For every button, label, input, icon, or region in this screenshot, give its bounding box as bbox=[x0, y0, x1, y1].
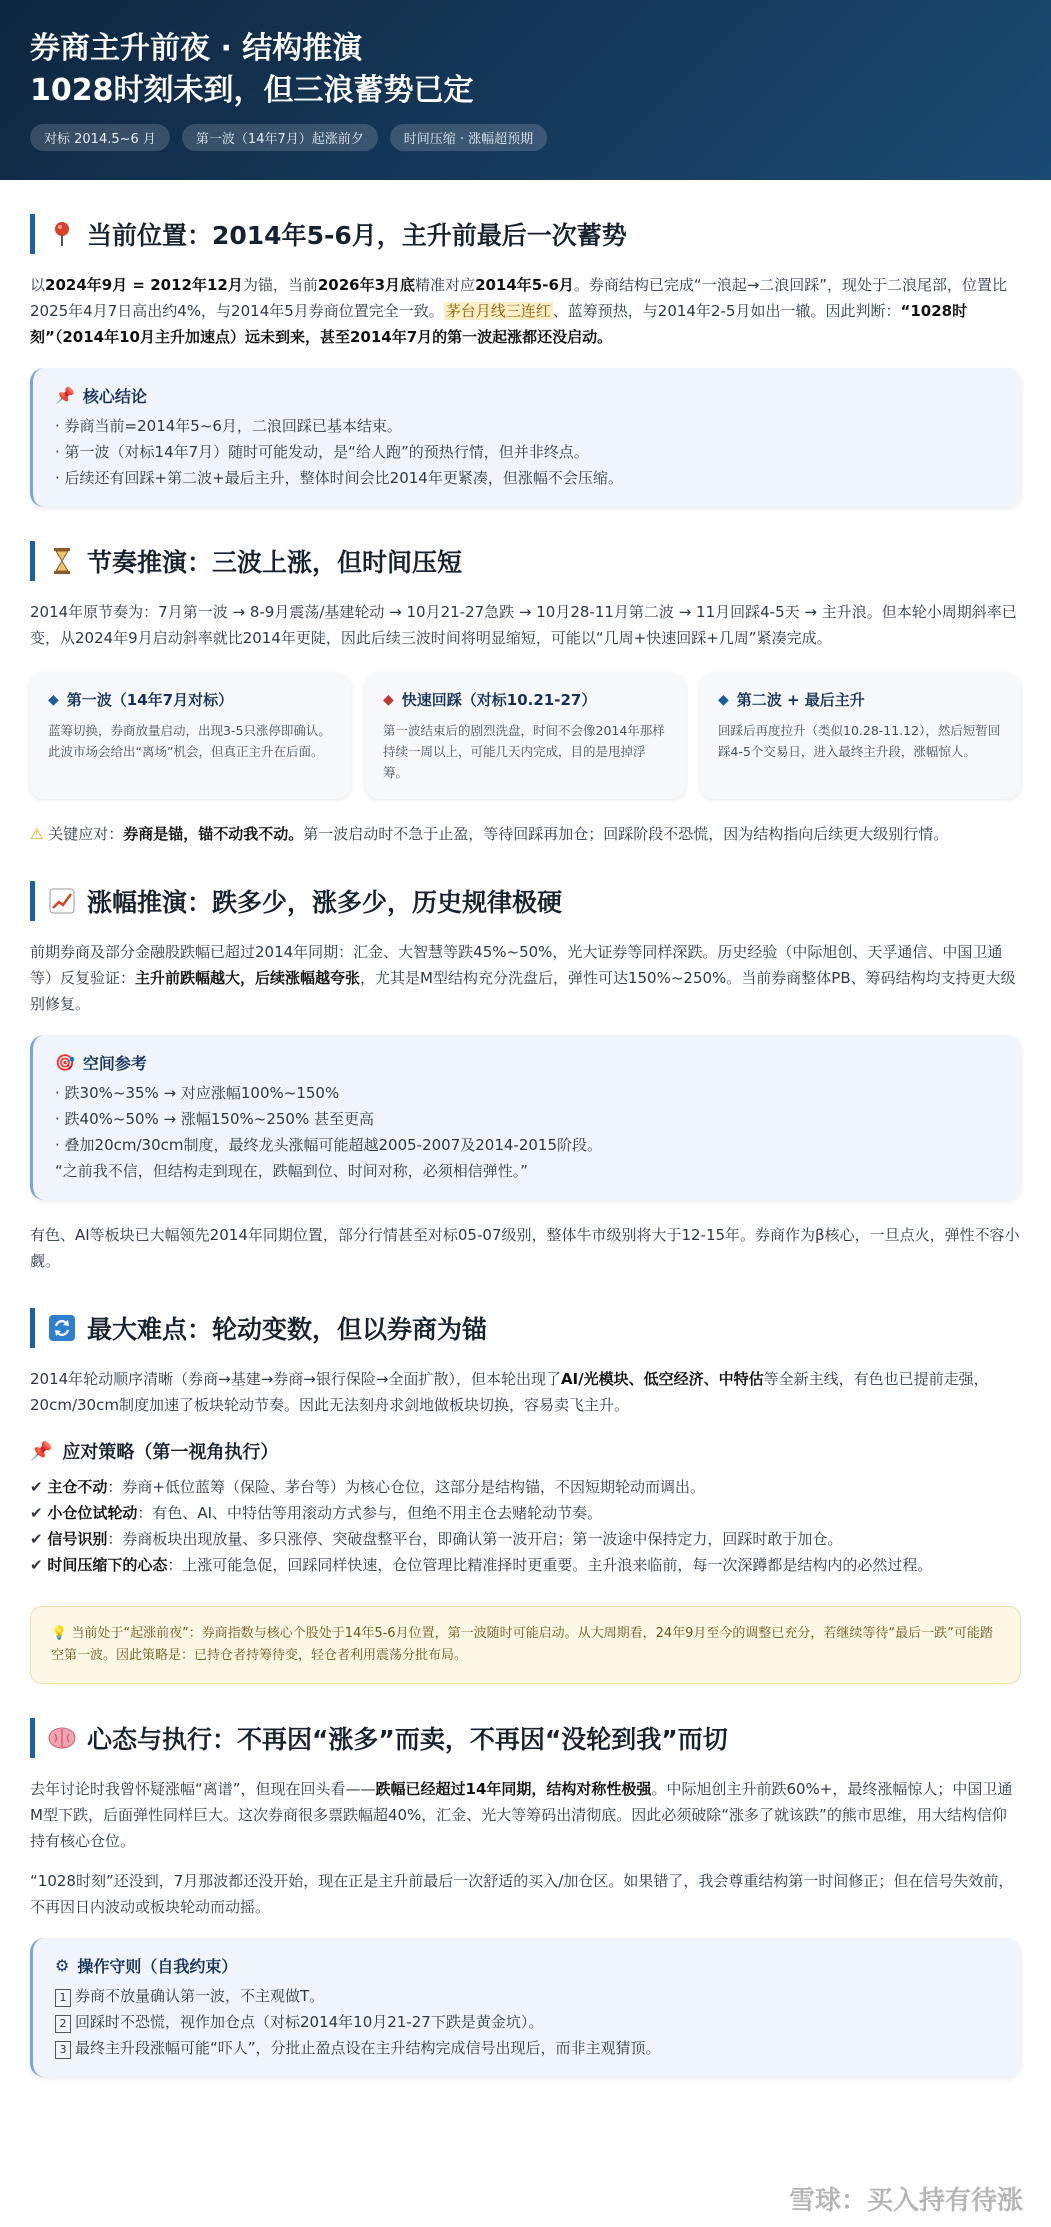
wave-cards bbox=[30, 673, 1021, 799]
operating-rules-box bbox=[30, 1938, 1021, 2077]
number-badge: 3 bbox=[55, 2041, 71, 2059]
number-badge: 2 bbox=[55, 2015, 71, 2033]
core-conclusion-title: 📌 核心结论 bbox=[55, 386, 147, 406]
pushpin-icon: 📌 bbox=[30, 1440, 53, 1462]
reference-line: · 跌30%~35% → 对应涨幅100%~150% bbox=[55, 1084, 340, 1102]
strategy-item: ✔ 主仓不动：券商+低位蓝筹（保险、茅台等）为核心仓位，这部分是结构锚，不因短期轮动而调出。 bbox=[30, 1478, 705, 1496]
section-current-position-text: 以2024年9月 = 2012年12月为锚，当前2026年3月底精准对应2014年5-6月。券商结构已完成“一浪起→二浪回踩”，现处于二浪尾部，位置比2025年4月7日高出约4%，与2014年5月券商位置完全一致。 茅台月线三连红 、蓝筹预热，与2014年2-5月如出一辙。因此判断：“1028时刻”（2014年10月主升加速点）远未到来，甚至2014年7月的第一波起涨都还没启动。 bbox=[30, 276, 1008, 346]
check-icon: ✔ bbox=[30, 1556, 43, 1574]
hourglass-icon bbox=[47, 546, 77, 576]
section-mindset-title: 心态与执行：不再因“涨多”而卖，不再因“没轮到我”而切 bbox=[30, 1718, 1021, 1758]
tag-benchmark: 对标 2014.5~6 月 bbox=[30, 124, 170, 151]
title-line-1: 券商主升前夜 · 结构推演 bbox=[30, 31, 363, 66]
lightbulb-icon: 💡 bbox=[51, 1626, 68, 1641]
warning-icon: ⚠ bbox=[30, 825, 44, 843]
core-conclusion-box bbox=[30, 368, 1021, 507]
strategy-subtitle: 📌 应对策略（第一视角执行） bbox=[30, 1440, 279, 1463]
pushpin-icon: 📌 bbox=[55, 386, 75, 405]
conclusion-line: · 第一波（对标14年7月）随时可能发动，是“给人跑”的预热行情，但并非终点。 bbox=[55, 443, 589, 461]
title-line-2: 1028时刻未到，但三浪蓄势已定 bbox=[30, 73, 474, 108]
refresh-icon bbox=[47, 1313, 77, 1343]
check-icon: ✔ bbox=[30, 1478, 43, 1496]
conclusion-line: · 后续还有回踩+第二波+最后主升，整体时间会比2014年更紧凑，但涨幅不会压缩。 bbox=[55, 469, 623, 487]
highlight-moutai: 茅台月线三连红 bbox=[445, 302, 551, 320]
check-icon: ✔ bbox=[30, 1504, 43, 1522]
article-body bbox=[0, 214, 1051, 2077]
rule-line: 3 最终主升段涨幅可能“吓人”，分批止盈点设在主升结构完成信号出现后，而非主观猜顶。 bbox=[55, 2035, 999, 2061]
space-reference-title: 🎯 空间参考 bbox=[55, 1053, 147, 1073]
header-tags bbox=[30, 124, 1021, 151]
card-first-wave: ◆ 第一波（14年7月对标） 蓝筹切换，券商放量启动，出现3-5只涨停即确认。此波市场会给出“离场”机会，但真正主升在后面。 bbox=[30, 673, 351, 799]
diamond-icon: ◆ bbox=[48, 691, 59, 708]
section-mindset-text-2: “1028时刻”还没到，7月那波都还没开始，现在正是主升前最后一次舒适的买入/加仓区。如果错了，我会尊重结构第一时间修正；但在信号失效前，不再因日内波动或板块轮动而动摇。 bbox=[30, 1872, 1014, 1916]
chart-up-icon bbox=[47, 886, 77, 916]
rule-line: 2 回踩时不恐慌，视作加仓点（对标2014年10月21-27下跌是黄金坑）。 bbox=[55, 2009, 999, 2035]
watermark: 雪球：买入持有待涨 bbox=[788, 2186, 1023, 2216]
page-title bbox=[30, 28, 1021, 112]
brain-icon bbox=[47, 1723, 77, 1753]
section-rotation-title: 最大难点：轮动变数，但以券商为锚 bbox=[30, 1308, 1021, 1348]
card-second-wave: ◆ 第二波 + 最后主升 回踩后再度拉升（类似10.28-11.12），然后短暂回踩4-5个交易日，进入最终主升段，涨幅惊人。 bbox=[700, 673, 1021, 799]
section-rhythm-text: 2014年原节奏为：7月第一波 → 8-9月震荡/基建轮动 → 10月21-27急跌 → 10月28-11月第二波 → 11月回踩4-5天 → 主升浪。但本轮小周期斜率已变，从2024年9月启动斜率就比2014年更陡，因此后续三波时间将明显缩短，可能以“几周+快速回踩+几周”紧凑完成。 bbox=[30, 603, 1017, 647]
strategy-item: ✔ 时间压缩下的心态：上涨可能急促，回踩同样快速，仓位管理比精准择时更重要。主升浪来临前，每一次深蹲都是结构内的必然过程。 bbox=[30, 1556, 933, 1574]
section-rotation-text: 2014年轮动顺序清晰（券商→基建→券商→银行保险→全面扩散），但本轮出现了AI/光模块、低空经济、中特估等全新主线，有色也已提前走强，20cm/30cm制度加速了板块轮动节奏。因此无法刻舟求剑地做板块切换，容易卖飞主升。 bbox=[30, 1370, 989, 1414]
tag-time-compression: 时间压缩 · 涨幅超预期 bbox=[390, 124, 547, 151]
strategy-item: ✔ 小仓位试轮动：有色、AI、中特估等用滚动方式参与，但绝不用主仓去赌轮动节奏。 bbox=[30, 1504, 603, 1522]
rule-line: 1 券商不放量确认第一波，不主观做T。 bbox=[55, 1983, 999, 2009]
section-mindset-text: 去年讨论时我曾怀疑涨幅“离谱”，但现在回头看——跌幅已经超过14年同期，结构对称性极强。中际旭创主升前跌60%+，最终涨幅惊人；中国卫通M型下跌，后面弹性同样巨大。这次券商很多票跌幅超40%，汇金、光大等筹码出清彻底。因此必须破除“涨多了就该跌”的熊市思维，用大结构信仰持有核心仓位。 bbox=[30, 1780, 1013, 1850]
check-icon: ✔ bbox=[30, 1530, 43, 1548]
target-icon: 🎯 bbox=[55, 1053, 75, 1072]
section-gain-text-2: 有色、AI等板块已大幅领先2014年同期位置，部分行情甚至对标05-07级别，整体牛市级别将大于12-15年。券商作为β核心，一旦点火，弹性不容小觑。 bbox=[30, 1226, 1020, 1270]
card-quick-pullback: ◆ 快速回踩（对标10.21-27） 第一波结束后的剧烈洗盘，时间不会像2014年那样持续一周以上，可能几天内完成，目的是甩掉浮筹。 bbox=[365, 673, 686, 799]
key-response-note: ⚠ 关键应对：券商是锚，锚不动我不动。第一波启动时不急于止盈，等待回踩再加仓；回踩阶段不恐慌，因为结构指向后续更大级别行情。 bbox=[30, 825, 949, 843]
reference-line: · 叠加20cm/30cm制度，最终龙头涨幅可能超越2005-2007及2014-2015阶段。 bbox=[55, 1136, 603, 1154]
diamond-icon: ◆ bbox=[383, 691, 394, 708]
reference-quote: “之前我不信，但结构走到现在，跌幅到位、时间对称，必须相信弹性。” bbox=[55, 1162, 529, 1180]
diamond-icon: ◆ bbox=[718, 691, 729, 708]
conclusion-line: · 券商当前=2014年5~6月，二浪回踩已基本结束。 bbox=[55, 417, 402, 435]
operating-rules-title: ⚙ 操作守则（自我约束） bbox=[55, 1956, 238, 1976]
section-gain-text: 前期券商及部分金融股跌幅已超过2014年同期：汇金、大智慧等跌45%~50%，光大证券等同样深跌。历史经验（中际旭创、天孚通信、中国卫通等）反复验证：主升前跌幅越大，后续涨幅越夸张，尤其是M型结构充分洗盘后，弹性可达150%~250%。当前券商整体PB、筹码结构均支持更大级别修复。 bbox=[30, 943, 1016, 1013]
page-header bbox=[0, 0, 1051, 180]
number-badge: 1 bbox=[55, 1989, 71, 2007]
tip-box: 💡 当前处于“起涨前夜”：券商指数与核心个股处于14年5-6月位置，第一波随时可能启动。从大周期看，24年9月至今的调整已充分，若继续等待“最后一跌”可能踏空第一波。因此策略是：已持仓者持筹待变，轻仓者利用震荡分批布局。 bbox=[30, 1606, 1021, 1684]
pin-icon bbox=[47, 219, 77, 249]
gear-icon: ⚙ bbox=[55, 1956, 70, 1975]
strategy-item: ✔ 信号识别：券商板块出现放量、多只涨停、突破盘整平台，即确认第一波开启；第一波途中保持定力，回踩时敢于加仓。 bbox=[30, 1530, 843, 1548]
section-gain-title: 涨幅推演：跌多少，涨多少，历史规律极硬 bbox=[30, 881, 1021, 921]
section-current-position-title: 当前位置：2014年5-6月，主升前最后一次蓄势 bbox=[30, 214, 1021, 254]
section-rhythm-title: 节奏推演：三波上涨，但时间压短 bbox=[30, 541, 1021, 581]
tag-first-wave: 第一波（14年7月）起涨前夕 bbox=[182, 124, 378, 151]
space-reference-box bbox=[30, 1035, 1021, 1200]
reference-line: · 跌40%~50% → 涨幅150%~250% 甚至更高 bbox=[55, 1110, 374, 1128]
